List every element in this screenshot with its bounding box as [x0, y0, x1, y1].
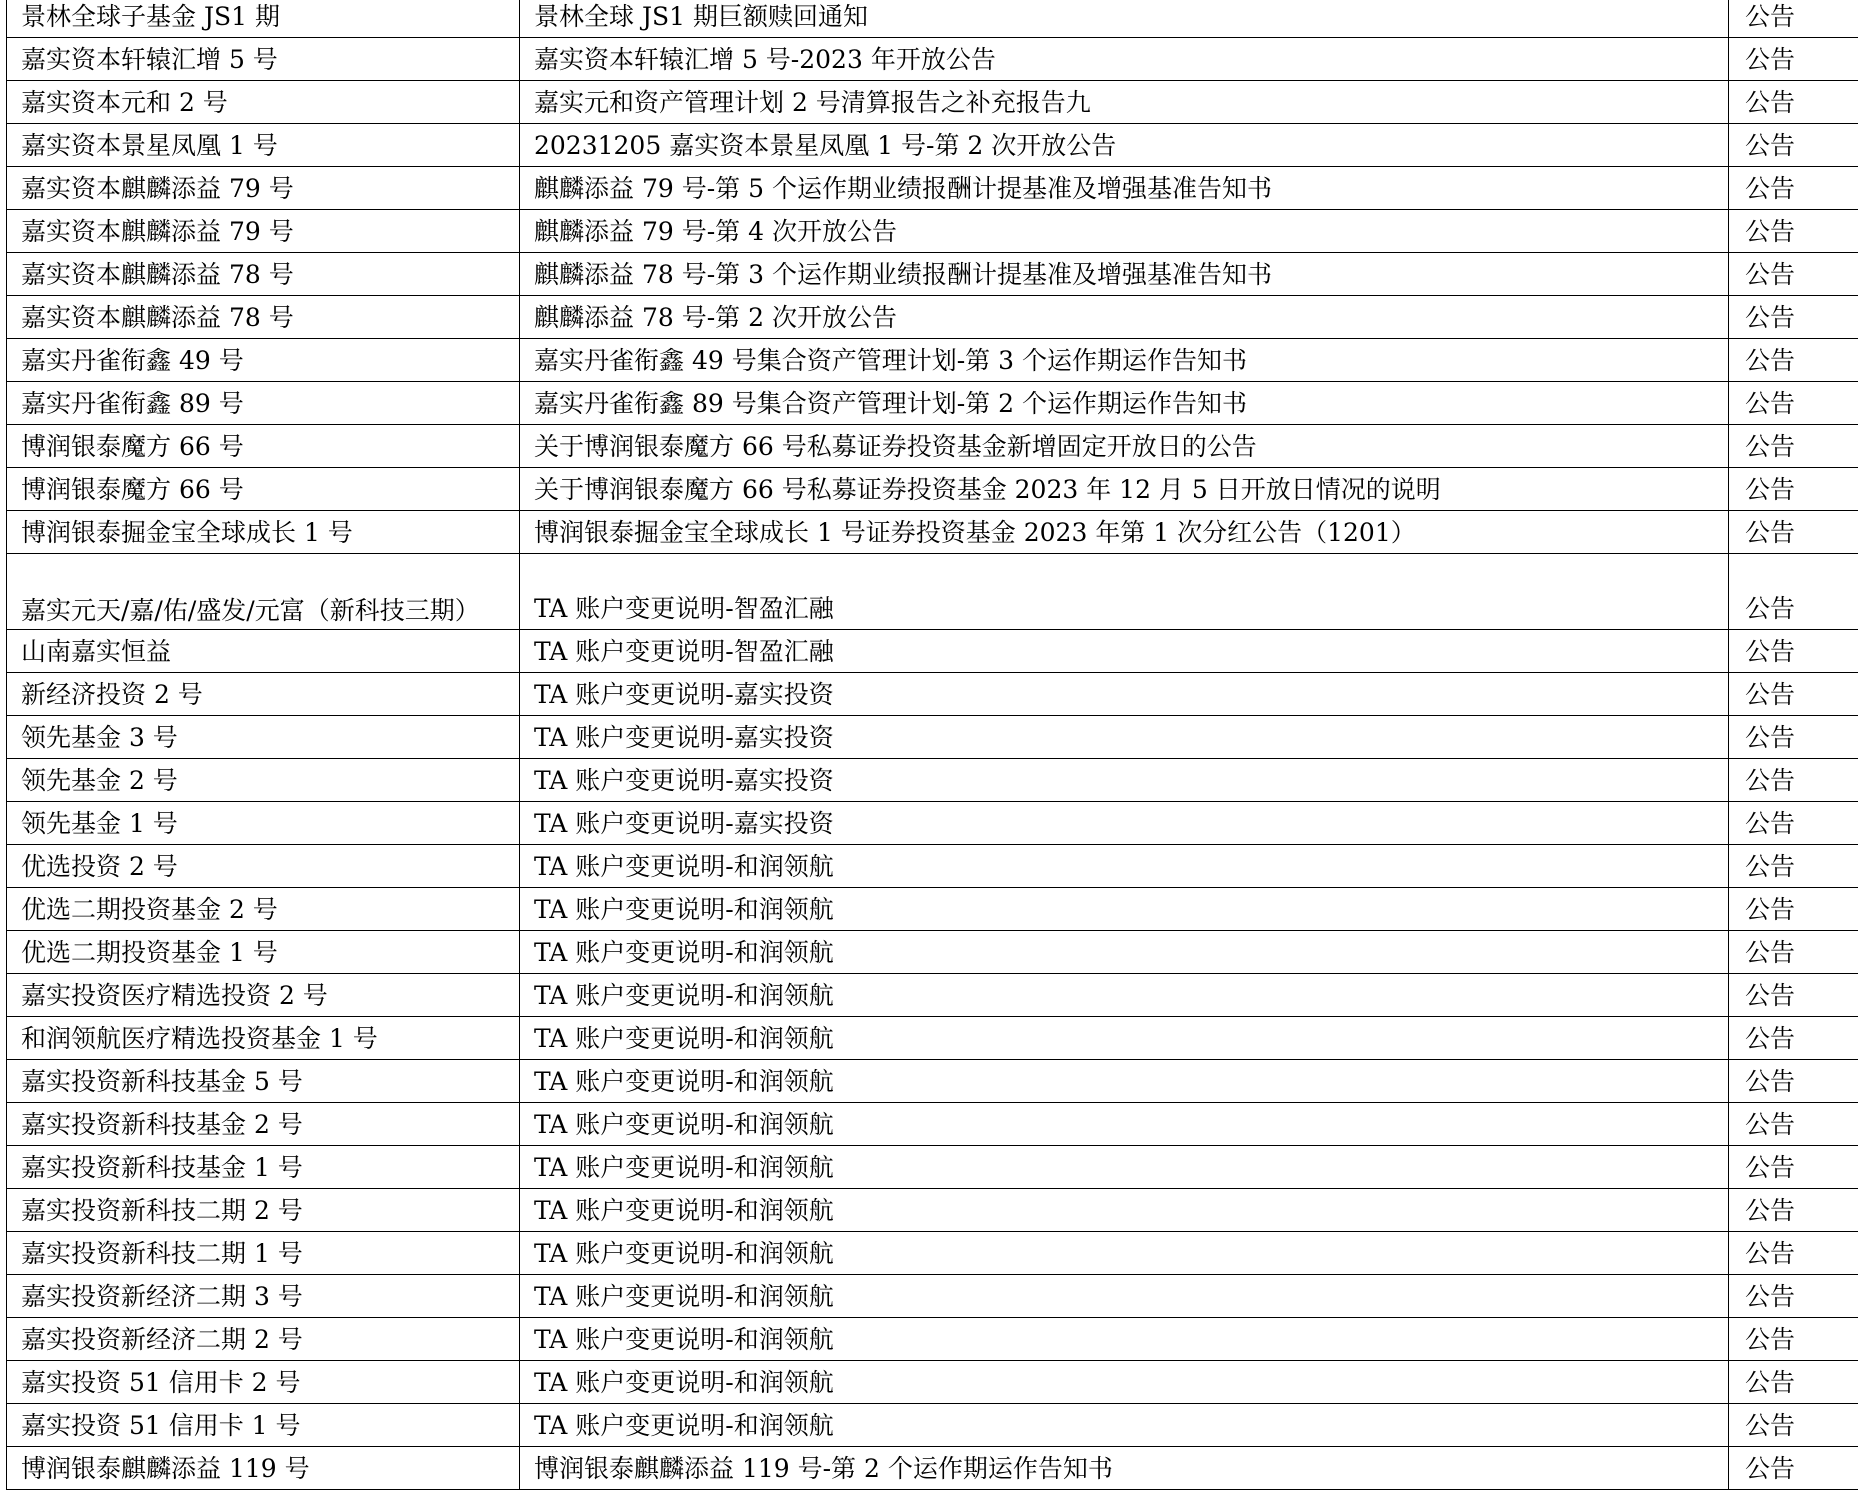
- announcement-title-cell: TA 账户变更说明-嘉实投资: [520, 673, 1729, 716]
- table-row: [7, 974, 1858, 1017]
- fund-name-cell: 嘉实投资 51 信用卡 1 号: [7, 1404, 520, 1447]
- announcement-title-cell: 嘉实资本轩辕汇增 5 号-2023 年开放公告: [520, 38, 1729, 81]
- fund-name-cell: 嘉实投资新科技基金 2 号: [7, 1103, 520, 1146]
- table-row: [7, 339, 1858, 382]
- fund-name-cell: 嘉实投资新经济二期 2 号: [7, 1318, 520, 1361]
- announcement-title-cell: 麒麟添益 79 号-第 4 次开放公告: [520, 210, 1729, 253]
- fund-name-cell: 嘉实资本麒麟添益 78 号: [7, 296, 520, 339]
- announcement-title-cell: TA 账户变更说明-智盈汇融: [520, 630, 1729, 673]
- fund-name-cell: 优选二期投资基金 2 号: [7, 888, 520, 931]
- announcement-type-cell: 公告: [1729, 210, 1858, 253]
- announcement-type-cell: 公告: [1729, 974, 1858, 1017]
- table-row: [7, 888, 1858, 931]
- announcement-type-cell: 公告: [1729, 888, 1858, 931]
- announcement-type-cell: 公告: [1729, 716, 1858, 759]
- announcement-type-cell: 公告: [1729, 1146, 1858, 1189]
- announcement-title-cell: TA 账户变更说明-和润领航: [520, 1060, 1729, 1103]
- fund-name-cell: 博润银泰掘金宝全球成长 1 号: [7, 511, 520, 554]
- fund-name-cell: 嘉实投资医疗精选投资 2 号: [7, 974, 520, 1017]
- announcement-type-cell: 公告: [1729, 511, 1858, 554]
- announcement-title-cell: 麒麟添益 78 号-第 3 个运作期业绩报酬计提基准及增强基准告知书: [520, 253, 1729, 296]
- table-row: [7, 124, 1858, 167]
- announcement-title-cell: TA 账户变更说明-和润领航: [520, 1146, 1729, 1189]
- announcement-type-cell: 公告: [1729, 1447, 1858, 1490]
- table-row: [7, 296, 1858, 339]
- announcement-type-cell: 公告: [1729, 845, 1858, 888]
- fund-name-cell: 博润银泰魔方 66 号: [7, 468, 520, 511]
- fund-name-cell: 领先基金 1 号: [7, 802, 520, 845]
- fund-name-cell: 优选二期投资基金 1 号: [7, 931, 520, 974]
- announcement-type-cell: 公告: [1729, 1017, 1858, 1060]
- announcement-title-cell: 嘉实丹雀衔鑫 49 号集合资产管理计划-第 3 个运作期运作告知书: [520, 339, 1729, 382]
- table-row: [7, 1060, 1858, 1103]
- table-row: [7, 81, 1858, 124]
- fund-name-cell: 景林全球子基金 JS1 期: [7, 0, 520, 38]
- announcement-title-cell: TA 账户变更说明-和润领航: [520, 1189, 1729, 1232]
- announcement-type-cell: 公告: [1729, 296, 1858, 339]
- announcement-title-cell: TA 账户变更说明-和润领航: [520, 1404, 1729, 1447]
- fund-name-cell: 嘉实投资新经济二期 3 号: [7, 1275, 520, 1318]
- table-row: [7, 210, 1858, 253]
- table-row: [7, 931, 1858, 974]
- announcement-title-cell: 博润银泰麒麟添益 119 号-第 2 个运作期运作告知书: [520, 1447, 1729, 1490]
- announcement-title-cell: TA 账户变更说明-和润领航: [520, 1232, 1729, 1275]
- table-row: [7, 1275, 1858, 1318]
- announcement-type-cell: 公告: [1729, 759, 1858, 802]
- fund-name-cell: 嘉实投资新科技基金 5 号: [7, 1060, 520, 1103]
- table-row: [7, 1361, 1858, 1404]
- announcement-type-cell: 公告: [1729, 124, 1858, 167]
- fund-name-cell: 嘉实资本麒麟添益 79 号: [7, 210, 520, 253]
- fund-name-cell: 领先基金 2 号: [7, 759, 520, 802]
- announcement-title-cell: TA 账户变更说明-和润领航: [520, 974, 1729, 1017]
- announcement-title-cell: TA 账户变更说明-嘉实投资: [520, 759, 1729, 802]
- fund-name-cell: 嘉实丹雀衔鑫 89 号: [7, 382, 520, 425]
- table-row: [7, 554, 1858, 630]
- announcement-title-cell: TA 账户变更说明-智盈汇融: [520, 554, 1729, 630]
- announcement-title-cell: 关于博润银泰魔方 66 号私募证券投资基金新增固定开放日的公告: [520, 425, 1729, 468]
- fund-name-cell: 嘉实投资新科技基金 1 号: [7, 1146, 520, 1189]
- table-row: [7, 382, 1858, 425]
- announcement-table-body: [7, 0, 1858, 1490]
- announcement-title-cell: TA 账户变更说明-和润领航: [520, 888, 1729, 931]
- fund-name-cell: 嘉实丹雀衔鑫 49 号: [7, 339, 520, 382]
- fund-name-cell: 博润银泰麒麟添益 119 号: [7, 1447, 520, 1490]
- table-row: [7, 759, 1858, 802]
- table-row: [7, 1447, 1858, 1490]
- announcement-type-cell: 公告: [1729, 38, 1858, 81]
- table-row: [7, 1189, 1858, 1232]
- table-row: [7, 1103, 1858, 1146]
- announcement-type-cell: 公告: [1729, 0, 1858, 38]
- announcement-type-cell: 公告: [1729, 382, 1858, 425]
- table-row: [7, 1404, 1858, 1447]
- announcement-type-cell: 公告: [1729, 339, 1858, 382]
- announcement-title-cell: 嘉实元和资产管理计划 2 号清算报告之补充报告九: [520, 81, 1729, 124]
- announcement-type-cell: 公告: [1729, 1404, 1858, 1447]
- fund-name-cell: 嘉实投资新科技二期 2 号: [7, 1189, 520, 1232]
- fund-name-cell: 嘉实资本景星凤凰 1 号: [7, 124, 520, 167]
- announcement-title-cell: TA 账户变更说明-和润领航: [520, 1017, 1729, 1060]
- table-row: [7, 673, 1858, 716]
- table-row: [7, 1232, 1858, 1275]
- fund-name-cell: 嘉实元天/嘉/佑/盛发/元富（新科技三期）: [7, 554, 520, 630]
- announcement-type-cell: 公告: [1729, 253, 1858, 296]
- announcement-title-cell: TA 账户变更说明-和润领航: [520, 1361, 1729, 1404]
- announcement-type-cell: 公告: [1729, 630, 1858, 673]
- announcement-type-cell: 公告: [1729, 1275, 1858, 1318]
- announcement-type-cell: 公告: [1729, 1103, 1858, 1146]
- table-row: [7, 167, 1858, 210]
- announcement-title-cell: 博润银泰掘金宝全球成长 1 号证券投资基金 2023 年第 1 次分红公告（1201）: [520, 511, 1729, 554]
- announcement-type-cell: 公告: [1729, 468, 1858, 511]
- table-row: [7, 253, 1858, 296]
- announcement-title-cell: TA 账户变更说明-和润领航: [520, 1318, 1729, 1361]
- announcement-type-cell: 公告: [1729, 1189, 1858, 1232]
- announcement-type-cell: 公告: [1729, 1361, 1858, 1404]
- table-row: [7, 0, 1858, 38]
- announcement-type-cell: 公告: [1729, 1060, 1858, 1103]
- table-row: [7, 1146, 1858, 1189]
- table-row: [7, 1318, 1858, 1361]
- announcement-title-cell: 20231205 嘉实资本景星凤凰 1 号-第 2 次开放公告: [520, 124, 1729, 167]
- fund-name-cell: 嘉实资本轩辕汇增 5 号: [7, 38, 520, 81]
- announcement-title-cell: TA 账户变更说明-和润领航: [520, 931, 1729, 974]
- table-row: [7, 716, 1858, 759]
- announcement-title-cell: TA 账户变更说明-和润领航: [520, 1275, 1729, 1318]
- announcement-title-cell: 关于博润银泰魔方 66 号私募证券投资基金 2023 年 12 月 5 日开放日情况的说明: [520, 468, 1729, 511]
- announcement-title-cell: 景林全球 JS1 期巨额赎回通知: [520, 0, 1729, 38]
- table-row: [7, 468, 1858, 511]
- fund-name-cell: 和润领航医疗精选投资基金 1 号: [7, 1017, 520, 1060]
- fund-name-cell: 嘉实资本麒麟添益 78 号: [7, 253, 520, 296]
- announcement-title-cell: 麒麟添益 78 号-第 2 次开放公告: [520, 296, 1729, 339]
- announcement-title-cell: 嘉实丹雀衔鑫 89 号集合资产管理计划-第 2 个运作期运作告知书: [520, 382, 1729, 425]
- announcement-table: [6, 0, 1858, 1490]
- fund-name-cell: 博润银泰魔方 66 号: [7, 425, 520, 468]
- table-row: [7, 511, 1858, 554]
- fund-name-cell: 山南嘉实恒益: [7, 630, 520, 673]
- announcement-title-cell: TA 账户变更说明-嘉实投资: [520, 716, 1729, 759]
- fund-name-cell: 领先基金 3 号: [7, 716, 520, 759]
- fund-name-cell: 嘉实投资 51 信用卡 2 号: [7, 1361, 520, 1404]
- announcement-title-cell: TA 账户变更说明-嘉实投资: [520, 802, 1729, 845]
- table-row: [7, 425, 1858, 468]
- fund-name-cell: 优选投资 2 号: [7, 845, 520, 888]
- table-row: [7, 845, 1858, 888]
- announcement-type-cell: 公告: [1729, 1318, 1858, 1361]
- announcement-type-cell: 公告: [1729, 81, 1858, 124]
- fund-name-cell: 嘉实资本元和 2 号: [7, 81, 520, 124]
- announcement-type-cell: 公告: [1729, 673, 1858, 716]
- fund-name-cell: 嘉实资本麒麟添益 79 号: [7, 167, 520, 210]
- table-row: [7, 630, 1858, 673]
- announcement-type-cell: 公告: [1729, 167, 1858, 210]
- announcement-type-cell: 公告: [1729, 802, 1858, 845]
- table-row: [7, 802, 1858, 845]
- announcement-type-cell: 公告: [1729, 931, 1858, 974]
- table-row: [7, 1017, 1858, 1060]
- announcement-title-cell: TA 账户变更说明-和润领航: [520, 1103, 1729, 1146]
- announcement-type-cell: 公告: [1729, 1232, 1858, 1275]
- announcement-type-cell: 公告: [1729, 425, 1858, 468]
- announcement-title-cell: 麒麟添益 79 号-第 5 个运作期业绩报酬计提基准及增强基准告知书: [520, 167, 1729, 210]
- table-row: [7, 38, 1858, 81]
- fund-name-cell: 嘉实投资新科技二期 1 号: [7, 1232, 520, 1275]
- announcement-title-cell: TA 账户变更说明-和润领航: [520, 845, 1729, 888]
- fund-name-cell: 新经济投资 2 号: [7, 673, 520, 716]
- announcement-type-cell: 公告: [1729, 554, 1858, 630]
